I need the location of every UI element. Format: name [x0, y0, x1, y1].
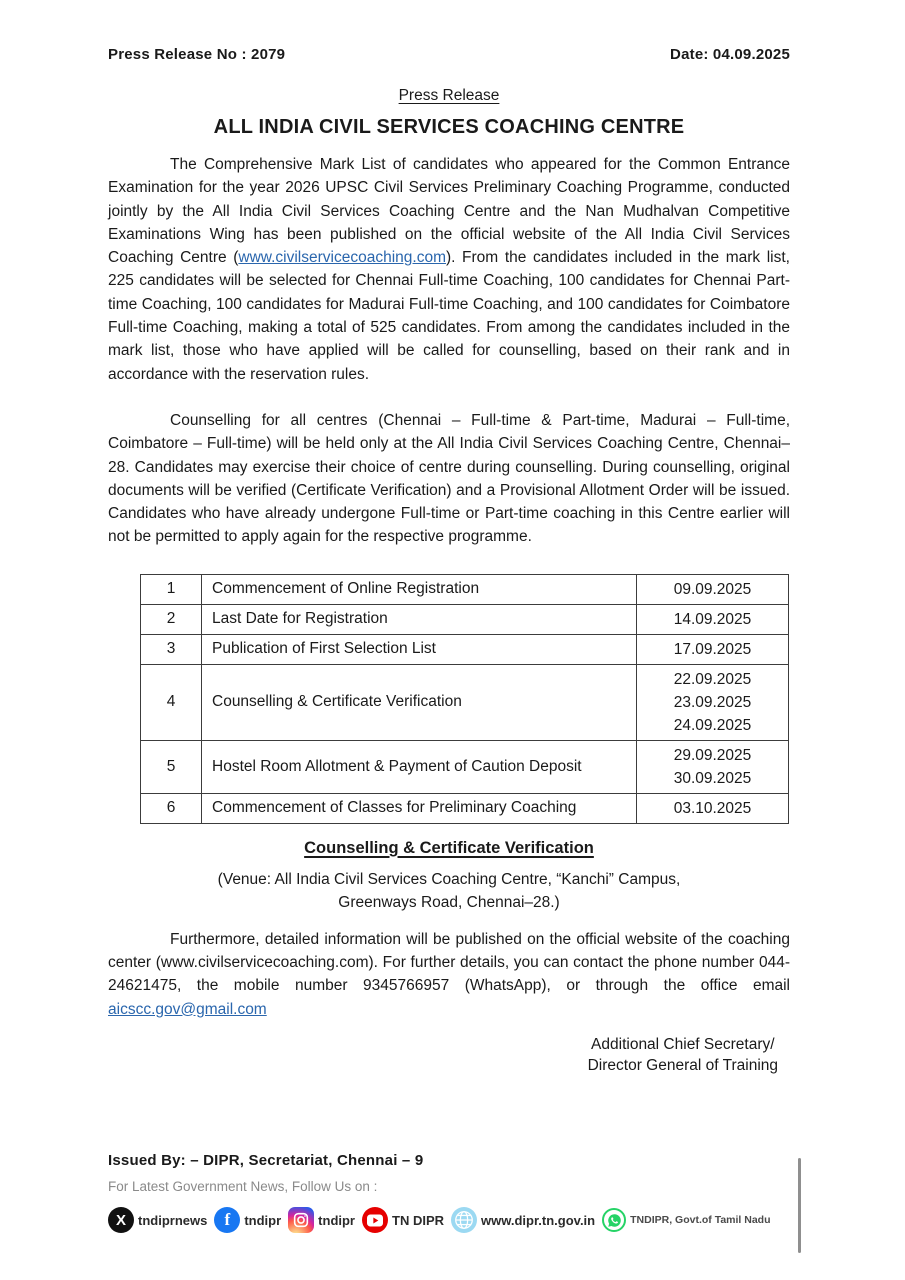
- row-number: 1: [141, 574, 202, 604]
- row-number: 6: [141, 793, 202, 823]
- instagram-icon: [288, 1207, 314, 1233]
- press-release-number: Press Release No : 2079: [108, 46, 286, 63]
- date-line: 29.09.2025: [673, 746, 752, 764]
- row-description: Last Date for Registration: [202, 604, 637, 634]
- row-dates: [637, 604, 789, 634]
- social-label: www.dipr.tn.gov.in: [481, 1212, 596, 1228]
- date-line: 17.09.2025: [673, 640, 752, 658]
- youtube-icon: [362, 1207, 388, 1233]
- globe-icon: [451, 1207, 477, 1233]
- social-label: TN DIPR: [392, 1212, 444, 1228]
- email-link[interactable]: aicscc.gov@gmail.com: [108, 1000, 267, 1018]
- section-heading: Counselling & Certificate Verification: [304, 838, 594, 857]
- row-number: 3: [141, 634, 202, 664]
- table-row: [141, 604, 789, 634]
- document-content: [108, 46, 790, 1077]
- row-dates: [637, 574, 789, 604]
- facebook-icon: f: [214, 1207, 240, 1233]
- date-line: 30.09.2025: [673, 769, 752, 787]
- table-row: [141, 634, 789, 664]
- table-row: [141, 664, 789, 740]
- table-row: [141, 793, 789, 823]
- row-description: Hostel Room Allotment & Payment of Caution Deposit: [202, 740, 637, 793]
- social-item-facebook[interactable]: [214, 1207, 281, 1233]
- social-label: tndipr: [244, 1212, 282, 1228]
- row-description: Publication of First Selection List: [202, 634, 637, 664]
- whatsapp-icon: [602, 1208, 626, 1232]
- x-icon: X: [108, 1207, 134, 1233]
- row-dates: [637, 664, 789, 740]
- signature-line-2: Director General of Training: [587, 1057, 778, 1075]
- social-item-whatsapp[interactable]: [602, 1208, 770, 1232]
- social-label: tndipr: [318, 1212, 355, 1228]
- venue-text: [108, 868, 790, 914]
- paragraph-1-text-before: The Comprehensive Mark List of candidates who appeared for the Common Entrance Examination for the year 2026 UPSC Civil Services Preliminary Coaching Programme, conducted jointly by the All India Civil Services Coaching Centre and the Nan Mudhalvan Competitive Examinations Wing has been published on the official website of the All India Civil Services Coaching Centre (: [108, 156, 790, 267]
- venue-line-1: (Venue: All India Civil Services Coaching Centre, “Kanchi” Campus,: [217, 870, 681, 888]
- row-dates: [637, 740, 789, 793]
- paragraph-1: [108, 153, 790, 386]
- row-number: 4: [141, 664, 202, 740]
- issued-by-text: Issued By: – DIPR, Secretariat, Chennai – 9: [108, 1152, 424, 1169]
- scrollbar-thumb[interactable]: [798, 1158, 801, 1253]
- document-header-row: [108, 46, 790, 63]
- social-item-instagram[interactable]: [288, 1207, 355, 1233]
- date-line: 03.10.2025: [673, 799, 752, 817]
- paragraph-1-text-after: ). From the candidates included in the mark list, 225 candidates will be selected for Chennai Full-time Coaching, 100 candidates for Chennai Part-time Coaching, 100 candidates for Madurai Full-time Coaching, and 100 candidates for Coimbatore Full-time Coaching, making a total of 525 candidates. From among the candidates included in the mark list, those who have applied will be called for counselling, based on their rank and in accordance with the reservation rules.: [108, 249, 790, 383]
- venue-line-2: Greenways Road, Chennai–28.): [338, 893, 560, 911]
- row-description: Commencement of Online Registration: [202, 574, 637, 604]
- social-item-website[interactable]: [451, 1207, 595, 1233]
- paragraph-2: Counselling for all centres (Chennai – Full-time & Part-time, Madurai – Full-time, Coimbatore – Full-time) will be held only at the All India Civil Services Coaching Centre, Chennai–28. Candidates may exercise their choice of centre during counselling. During counselling, original documents will be verified (Certificate Verification) and a Provisional Allotment Order will be issued. Candidates who have already undergone Full-time or Part-time coaching in this Centre earlier will not be permitted to apply again for the respective programme.: [108, 411, 790, 546]
- row-number: 5: [141, 740, 202, 793]
- social-item-youtube[interactable]: [362, 1207, 444, 1233]
- row-dates: [637, 634, 789, 664]
- date-line: 22.09.2025: [673, 670, 752, 688]
- paragraph-3-text: Furthermore, detailed information will be published on the official website of the coaching center (www.civilservicecoaching.com). For further details, you can contact the phone number 044-24621475, the mobile number 9345766957 (WhatsApp), or through the office email: [108, 930, 790, 995]
- press-release-subtitle: Press Release: [398, 87, 500, 104]
- date-line: 09.09.2025: [673, 580, 752, 598]
- press-release-date: Date: 04.09.2025: [670, 46, 790, 63]
- social-item-twitter[interactable]: [108, 1207, 207, 1233]
- row-description: Counselling & Certificate Verification: [202, 664, 637, 740]
- date-line: 14.09.2025: [673, 610, 752, 628]
- date-line: 24.09.2025: [673, 716, 752, 734]
- row-number: 2: [141, 604, 202, 634]
- page-title: ALL INDIA CIVIL SERVICES COACHING CENTRE: [213, 116, 685, 138]
- row-dates: [637, 793, 789, 823]
- table-row: [141, 574, 789, 604]
- paragraph-3: [108, 928, 790, 1021]
- table-row: [141, 740, 789, 793]
- row-description: Commencement of Classes for Preliminary Coaching: [202, 793, 637, 823]
- schedule-table: [140, 574, 789, 824]
- signature-line-1: Additional Chief Secretary/: [591, 1035, 775, 1053]
- follow-us-text: For Latest Government News, Follow Us on :: [108, 1179, 378, 1194]
- date-line: 23.09.2025: [673, 693, 752, 711]
- website-link[interactable]: www.civilservicecoaching.com: [238, 249, 446, 267]
- document-footer: [108, 1152, 808, 1233]
- social-label: TNDIPR, Govt.of Tamil Nadu: [630, 1214, 771, 1226]
- social-label: tndiprnews: [138, 1212, 208, 1228]
- signature-block: [588, 1034, 778, 1077]
- social-media-row: [108, 1207, 808, 1233]
